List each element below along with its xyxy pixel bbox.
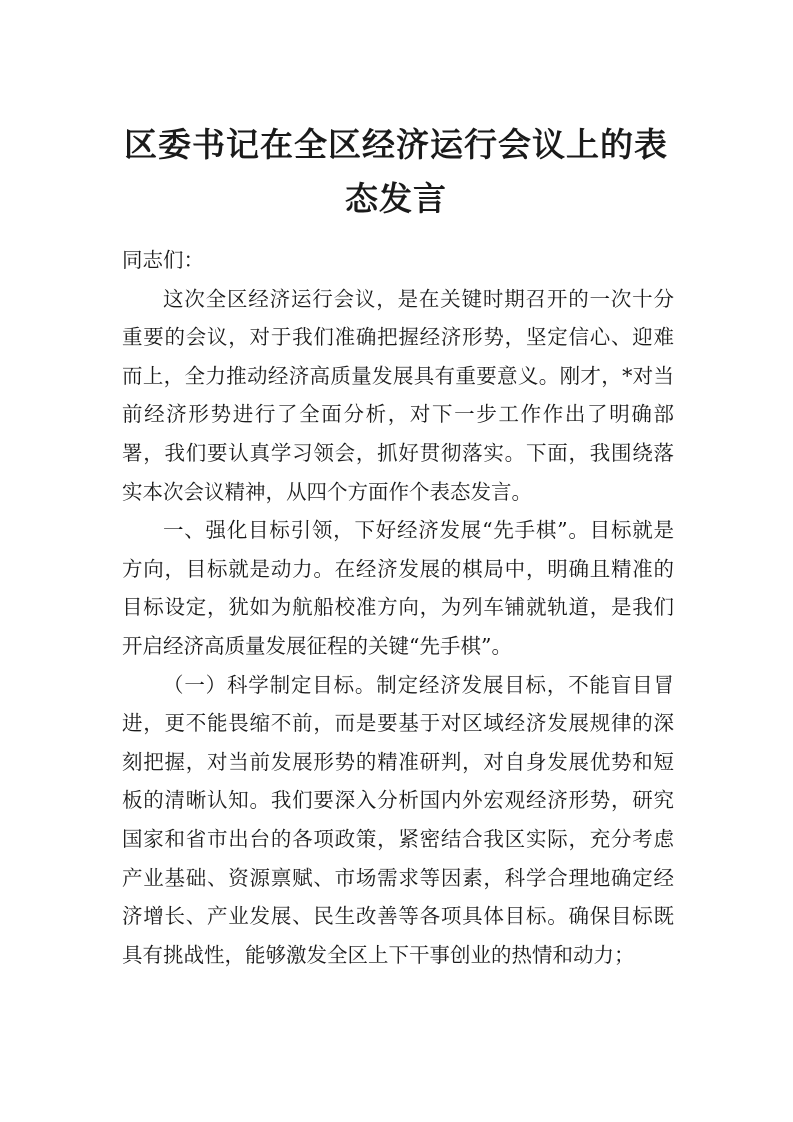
- document-body: [122, 241, 674, 974]
- salutation: 同志们：: [122, 248, 204, 272]
- paragraph-subsection-one: （一）科学制定目标。制定经济发展目标，不能盲目冒进，更不能畏缩不前，而是要基于对区域经济发展规律的深刻把握，对当前发展形势的精准研判，对自身发展优势和短板的清晰认知。我们要深入分析国内外宏观经济形势，研究国家和省市出台的各项政策，紧密结合我区实际，充分考虑产业基础、资源禀赋、市场需求等因素，科学合理地确定经济增长、产业发展、民生改善等各项具体目标。确保目标既具有挑战性，能够激发全区上下干事创业的热情和动力；: [122, 672, 674, 967]
- paragraph-section-one: 一、强化目标引领，下好经济发展“先手棋”。目标就是方向，目标就是动力。在经济发展的棋局中，明确且精准的目标设定，犹如为航船校准方向，为列车铺就轨道，是我们开启经济高质量发展征程的关键“先手棋”。: [122, 518, 674, 658]
- document-title: 区委书记在全区经济运行会议上的表态发言: [124, 125, 668, 218]
- paragraph-intro: 这次全区经济运行会议，是在关键时期召开的一次十分重要的会议，对于我们准确把握经济形势，坚定信心、迎难而上，全力推动经济高质量发展具有重要意义。刚才，*对当前经济形势进行了全面分析，对下一步工作作出了明确部署，我们要认真学习领会，抓好贯彻落实。下面，我围绕落实本次会议精神，从四个方面作个表态发言。: [122, 286, 674, 504]
